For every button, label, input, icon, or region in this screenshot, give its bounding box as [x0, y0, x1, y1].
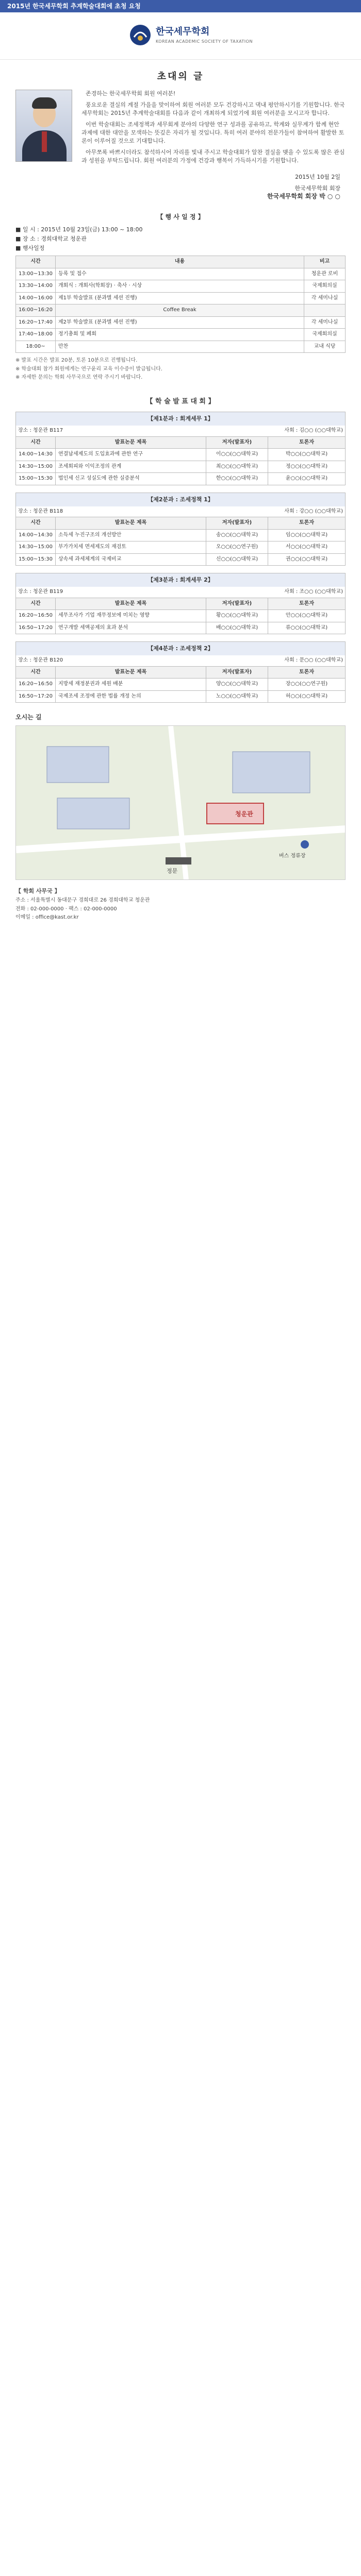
schedule-cell-time: 13:00~13:30 — [16, 268, 56, 280]
campus-map-drawing — [16, 726, 346, 880]
letter-date: 2015년 10월 2일 — [295, 173, 340, 180]
signature-block — [0, 168, 361, 201]
session-cell-author: 배○○(○○대학교) — [206, 622, 268, 634]
event-schedule-label: ■ 행사일정 — [15, 245, 45, 252]
session-place: 장소 : 청운관 B119 — [18, 589, 63, 595]
session-cell-time: 15:00~15:30 — [16, 553, 56, 566]
session-header-cell: 시간 — [16, 598, 56, 610]
note-item: ※ 학술대회 참가 회원에게는 연구윤리 교육 이수증이 발급됩니다. — [15, 366, 162, 372]
session-cell-time: 16:20~16:50 — [16, 610, 56, 622]
session-cell-disc: 류○○(○○대학교) — [268, 622, 346, 634]
schedule-row — [16, 280, 346, 293]
session-meta — [15, 426, 346, 436]
session-cell-author: 오○○(○○연구원) — [206, 541, 268, 554]
greeting-paragraph: 아무쪼록 바쁘시더라도 참석하시어 자리를 빛내 주시고 학술대회가 알찬 결실을 맺을 수 있도록 많은 관심과 성원을 부탁드립니다. 회원 여러분의 가정에 건강과 행복이 가득하시기를 기원합니다. — [81, 148, 345, 164]
session-header-cell: 발표논문 제목 — [56, 666, 206, 679]
session-cell-time: 16:50~17:20 — [16, 690, 56, 703]
session-header-cell: 토론자 — [268, 517, 346, 530]
schedule-cell-time: 13:30~14:00 — [16, 280, 56, 293]
schedule-row — [16, 292, 346, 304]
schedule-cell-content: 개회식 : 개회사(학회장) · 축사 · 시상 — [56, 280, 304, 293]
schedule-notes — [0, 353, 361, 387]
schedule-cell-time: 14:00~16:00 — [16, 292, 56, 304]
schedule-row — [16, 329, 346, 341]
event-info — [0, 226, 361, 252]
signer-name: 한국세무학회 회장 박 ○ ○ — [267, 193, 340, 200]
session-header-cell: 저자(발표자) — [206, 598, 268, 610]
society-logo — [129, 24, 253, 46]
campus-map — [15, 725, 346, 880]
session-block — [0, 641, 361, 703]
map-section — [15, 713, 346, 879]
schedule-row — [16, 316, 346, 329]
schedule-cell-time: 16:00~16:20 — [16, 304, 56, 317]
session-cell-author: 양○○(○○대학교) — [206, 679, 268, 691]
table-row — [16, 553, 346, 566]
map-gate-label: 정문 — [167, 867, 178, 874]
schedule-cell-note: 각 세미나실 — [304, 316, 346, 329]
sessions-title: 【 학 술 발 표 대 회 】 — [146, 397, 215, 405]
table-row — [16, 541, 346, 554]
session-cell-time: 14:00~14:30 — [16, 529, 56, 541]
session-cell-time: 14:00~14:30 — [16, 449, 56, 461]
schedule-cell-content: 만찬 — [56, 341, 304, 353]
session-header-cell: 시간 — [16, 436, 56, 449]
session-table — [15, 666, 346, 703]
schedule-cell-content: 제2부 학술발표 (분과별 세션 진행) — [56, 316, 304, 329]
session-cell-time: 15:00~15:30 — [16, 473, 56, 485]
session-title: 【제1분과 : 회계세무 1】 — [15, 412, 346, 426]
session-cell-disc: 안○○(○○대학교) — [268, 610, 346, 622]
session-cell-author: 신○○(○○대학교) — [206, 553, 268, 566]
session-header-cell: 저자(발표자) — [206, 517, 268, 530]
session-cell-title: 조세회피와 이익조정의 관계 — [56, 461, 206, 473]
session-place: 장소 : 청운관 B120 — [18, 657, 63, 664]
session-header-cell: 발표논문 제목 — [56, 517, 206, 530]
session-cell-title: 소득세 누진구조의 개선방안 — [56, 529, 206, 541]
session-meta — [15, 655, 346, 666]
greeting-section — [0, 90, 361, 168]
table-row — [16, 679, 346, 691]
footer-title: 【 학회 사무국 】 — [15, 887, 60, 894]
schedule-row — [16, 304, 346, 317]
schedule-header-note: 비고 — [304, 256, 346, 268]
session-meta — [15, 587, 346, 598]
greeting-paragraph: 이번 학술대회는 조세정책과 세무회계 분야의 다양한 연구 성과를 공유하고, 학계와 실무계가 함께 현안 과제에 대한 대안을 모색하는 뜻깊은 자리가 될 것입니다. 특히 여러 분야의 전문가들이 참여하여 활발한 토론이 이루어질 것으로 기대합니다. — [81, 121, 344, 144]
schedule-cell-time: 17:40~18:00 — [16, 329, 56, 341]
schedule-cell-time: 18:00~ — [16, 341, 56, 353]
session-header-cell: 토론자 — [268, 666, 346, 679]
schedule-cell-content: Coffee Break — [56, 304, 304, 317]
outline-title: 【 행 사 일 정 】 — [157, 213, 204, 221]
session-cell-disc: 박○○(○○대학교) — [268, 449, 346, 461]
sessions-list — [0, 412, 361, 703]
schedule-cell-time: 16:20~17:40 — [16, 316, 56, 329]
session-cell-title: 부가가치세 면세제도의 재검토 — [56, 541, 206, 554]
session-cell-time: 16:50~17:20 — [16, 622, 56, 634]
event-date: ■ 일 시 : 2015년 10월 23일(금) 13:00 ~ 18:00 — [15, 226, 143, 233]
footer-address: 주소 : 서울특별시 동대문구 경희대로 26 경희대학교 청운관 — [15, 897, 150, 904]
session-header-cell: 시간 — [16, 517, 56, 530]
session-chair: 사회 : 강○○ (○○대학교) — [284, 508, 343, 514]
schedule-row — [16, 268, 346, 280]
schedule-row — [16, 341, 346, 353]
society-logo-icon — [129, 24, 152, 46]
schedule-cell-content: 정기총회 및 폐회 — [56, 329, 304, 341]
top-banner: 2015년 한국세무학회 추계학술대회에 초청 요청 — [0, 0, 361, 12]
session-cell-time: 14:30~15:00 — [16, 541, 56, 554]
session-cell-disc: 장○○(○○연구원) — [268, 679, 346, 691]
session-header-cell: 저자(발표자) — [206, 436, 268, 449]
footer-email: 이메일 : office@kast.or.kr — [15, 914, 79, 921]
table-row — [16, 622, 346, 634]
greeting-paragraph: 존경하는 한국세무학회 회원 여러분! — [86, 90, 176, 97]
header — [0, 12, 361, 60]
session-header-cell: 발표논문 제목 — [56, 598, 206, 610]
logo-name-ko: 한국세무학회 — [156, 26, 210, 38]
session-cell-title: 상속세 과세체계의 국제비교 — [56, 553, 206, 566]
session-block — [0, 412, 361, 485]
session-block — [0, 493, 361, 566]
map-building-label: 청운관 — [235, 810, 253, 818]
session-block — [0, 573, 361, 634]
greeting-title: 초대의 글 — [157, 71, 204, 82]
session-cell-author: 이○○(○○대학교) — [206, 449, 268, 461]
session-cell-title: 지방세 재정분권과 세원 배분 — [56, 679, 206, 691]
signer-org: 한국세무학회 회장 — [294, 184, 340, 192]
table-row — [16, 449, 346, 461]
page — [0, 0, 361, 937]
session-chair: 사회 : 문○○ (○○대학교) — [284, 657, 343, 664]
session-cell-disc: 허○○(○○대학교) — [268, 690, 346, 703]
schedule-header-content: 내용 — [56, 256, 304, 268]
session-title: 【제2분과 : 조세정책 1】 — [15, 493, 346, 506]
schedule-cell-content: 제1부 학술발표 (분과별 세션 진행) — [56, 292, 304, 304]
session-cell-title: 연구개발 세액공제의 효과 분석 — [56, 622, 206, 634]
logo-name-en: KOREAN ACADEMIC SOCIETY OF TAXATION — [156, 39, 253, 44]
session-meta — [15, 506, 346, 517]
footer — [15, 887, 346, 922]
table-row — [16, 610, 346, 622]
session-title: 【제3분과 : 회계세무 2】 — [15, 573, 346, 587]
event-venue: ■ 장 소 : 경희대학교 청운관 — [15, 235, 87, 243]
session-cell-time: 16:20~16:50 — [16, 679, 56, 691]
schedule-cell-content: 등록 및 접수 — [56, 268, 304, 280]
session-table — [15, 598, 346, 635]
session-place: 장소 : 청운관 B118 — [18, 508, 63, 514]
session-header-cell: 저자(발표자) — [206, 666, 268, 679]
session-header-cell: 토론자 — [268, 436, 346, 449]
schedule-table — [15, 256, 346, 353]
schedule-cell-note: 국제회의실 — [304, 329, 346, 341]
session-cell-title: 연결납세제도의 도입효과에 관한 연구 — [56, 449, 206, 461]
map-bus-label: 버스 정류장 — [279, 853, 306, 859]
session-cell-author: 황○○(○○대학교) — [206, 610, 268, 622]
session-cell-time: 14:30~15:00 — [16, 461, 56, 473]
table-row — [16, 473, 346, 485]
session-cell-disc: 권○○(○○대학교) — [268, 553, 346, 566]
session-header-cell: 발표논문 제목 — [56, 436, 206, 449]
session-cell-disc: 정○○(○○대학교) — [268, 461, 346, 473]
footer-phone: 전화 : 02-000-0000 · 팩스 : 02-000-0000 — [15, 906, 117, 912]
session-cell-author: 노○○(○○대학교) — [206, 690, 268, 703]
map-title: 오시는 길 — [15, 714, 42, 721]
schedule-cell-note: 교내 식당 — [304, 341, 346, 353]
schedule-header-time: 시간 — [16, 256, 56, 268]
session-cell-title: 법인세 신고 성실도에 관한 실증분석 — [56, 473, 206, 485]
session-title: 【제4분과 : 조세정책 2】 — [15, 641, 346, 655]
note-item: ※ 자세한 문의는 학회 사무국으로 연락 주시기 바랍니다. — [15, 375, 143, 381]
schedule-cell-note: 국제회의실 — [304, 280, 346, 293]
table-row — [16, 690, 346, 703]
note-item: ※ 발표 시간은 발표 20분, 토론 10분으로 진행됩니다. — [15, 358, 138, 364]
table-row — [16, 461, 346, 473]
table-row — [16, 529, 346, 541]
session-cell-disc: 임○○(○○대학교) — [268, 529, 346, 541]
schedule-cell-note — [304, 304, 346, 317]
session-chair: 사회 : 김○○ (○○대학교) — [284, 428, 343, 434]
session-cell-author: 한○○(○○대학교) — [206, 473, 268, 485]
session-cell-author: 최○○(○○대학교) — [206, 461, 268, 473]
session-place: 장소 : 청운관 B117 — [18, 428, 63, 434]
session-cell-disc: 윤○○(○○대학교) — [268, 473, 346, 485]
schedule-cell-note: 각 세미나실 — [304, 292, 346, 304]
greeting-text — [81, 90, 346, 168]
session-table — [15, 436, 346, 485]
president-photo — [15, 90, 72, 162]
session-chair: 사회 : 조○○ (○○대학교) — [284, 589, 343, 595]
session-cell-author: 송○○(○○대학교) — [206, 529, 268, 541]
greeting-paragraph: 풍요로운 결실의 계절 가을을 맞이하여 회원 여러분 모두 건강하시고 댁내 평안하시기를 기원합니다. 한국세무학회는 2015년 추계학술대회를 다음과 같이 개최하게 되었기에 회원 여러분을 모시고자 합니다. — [81, 101, 345, 116]
session-table — [15, 517, 346, 566]
session-header-cell: 시간 — [16, 666, 56, 679]
session-cell-title: 국제조세 조정에 관한 법률 개정 논의 — [56, 690, 206, 703]
session-header-cell: 토론자 — [268, 598, 346, 610]
session-cell-title: 세무조사가 기업 재무정보에 미치는 영향 — [56, 610, 206, 622]
session-cell-disc: 서○○(○○대학교) — [268, 541, 346, 554]
schedule-cell-note: 청운관 로비 — [304, 268, 346, 280]
